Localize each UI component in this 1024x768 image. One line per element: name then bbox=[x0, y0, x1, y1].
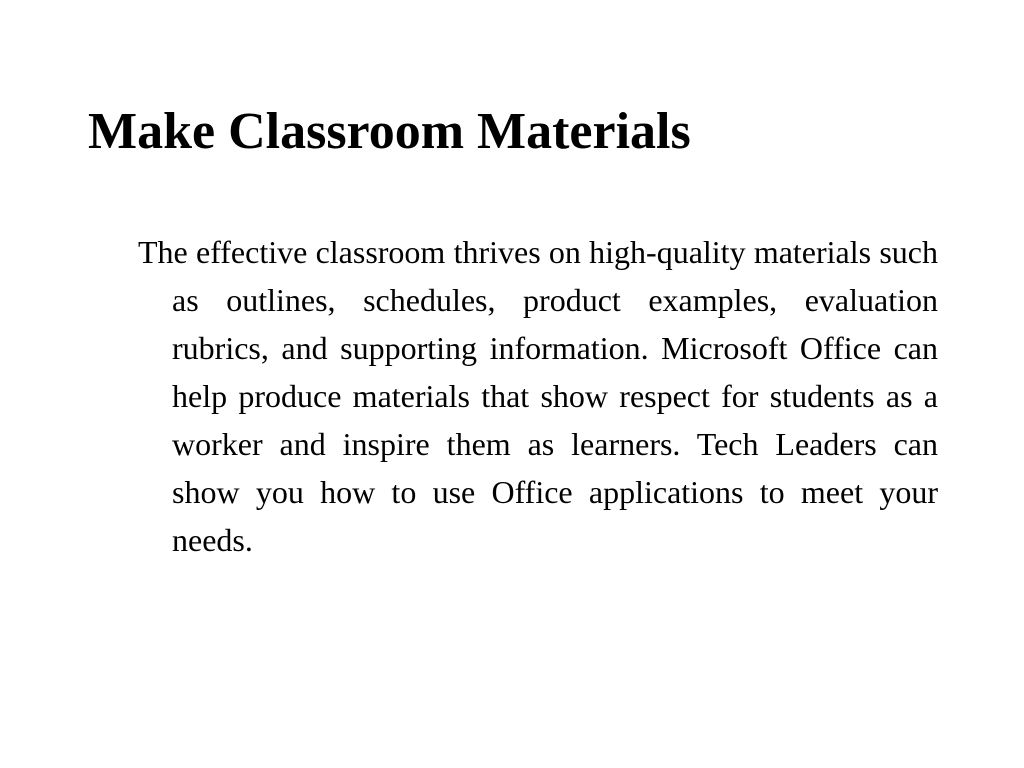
slide-body-text: The effective classroom thrives on high-quality materials such as outlines, schedules, product examples, evaluation rubrics, and supporting information. Microsoft Office can help produce materials that show respect for students as a worker and inspire them as learners. Tech Leaders can show you how to use Office applications to meet your needs. bbox=[138, 234, 938, 558]
slide-title: Make Classroom Materials bbox=[88, 103, 691, 160]
